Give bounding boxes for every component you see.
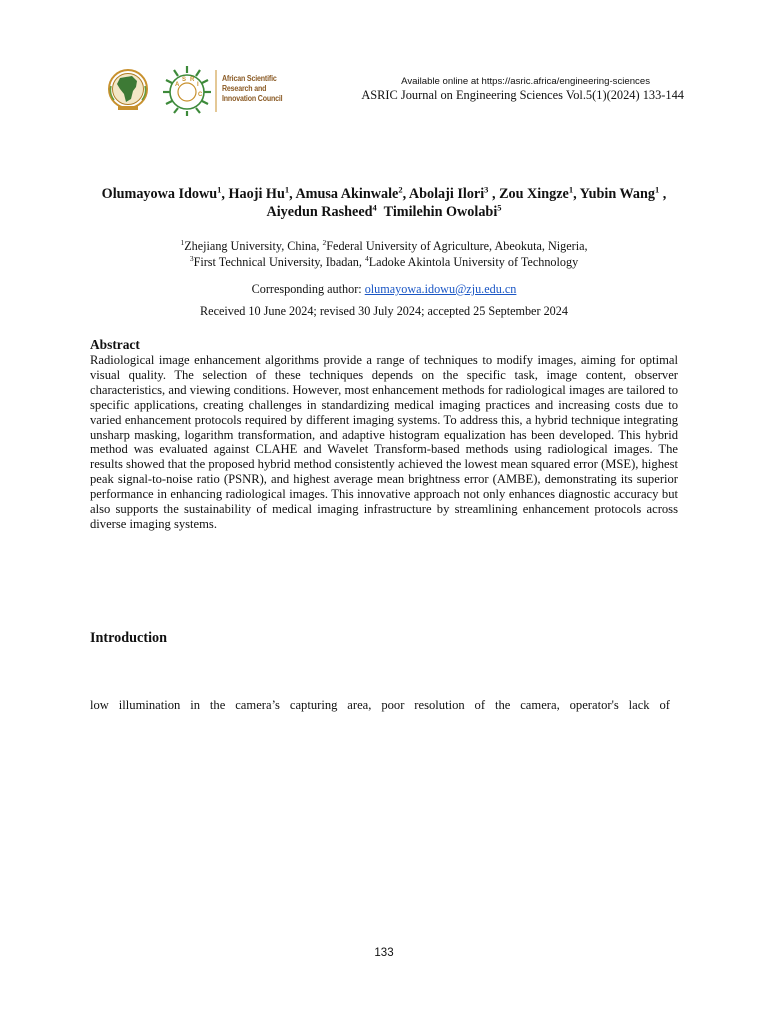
logo-line-1: African Scientific [222,73,277,83]
available-online-note: Available online at https://asric.africa/engineering-sciences [401,76,650,87]
logo-line-3: Innovation Council [222,93,283,103]
seal-letter-a: A [175,82,180,88]
page-number: 133 [374,947,394,959]
au-emblem-and-asric-seal [104,64,222,116]
author: Timilehin Owolabi$^5$ [383,202,502,220]
author: Aiyedun Rasheed$^4$ [266,202,377,220]
journal-header [361,76,684,103]
submission-dates: Received 10 June 2024; revised 30 July 2024; accepted 25 September 2024 [200,304,568,318]
author: Haoji Hu$^1$, [228,184,296,202]
abstract-heading: Abstract [90,337,140,352]
author: Amusa Akinwale$^2$, [295,184,409,202]
seal-letter-s: S [182,77,187,83]
corresponding-author-label: Corresponding author: [251,282,365,296]
seal-letter-c: C [198,92,203,98]
abstract-text: Radiological image enhancement algorithms provide a range of techniques to modify images, aiming for optimal visual quality. The selection of these techniques depends on the specific task, image content, observer characteristics, and viewing conditions. However, most enhancement methods for radiological images are tailored to specific applications, creating challenges in standardizing medical imaging practices and increasing costs due to varied enhancement protocols required by different imaging systems. To address this, a hybrid technique integrating unsharp masking, logarithm transformation, and adaptive histogram equalization has been developed. This hybrid method was evaluated against CLAHE and Wavelet Transform-based methods using radiological images. The results showed that the proposed hybrid method consistently achieved the lowest mean squared error (MSE), highest peak signal-to-noise ratio (PSNR), and highest average mean brightness error (AMBE), demonstrating its superior performance in enhancing radiological images. This innovative approach not only enhances diagnostic accuracy but also supports the sustainability of medical imaging infrastructure by streamlining enhancement protocols across diverse imaging systems. [90,353,678,531]
author: Yubin Wang$^1$ , [579,184,667,202]
author: Zou Xingze$^1$, [499,184,580,202]
logo-wordmark [222,73,283,103]
introduction-text-line: low illumination in the camera’s capturing area, poor resolution of the camera, operator's lack of [90,698,670,712]
affiliation-line-1: $^1$Zhejiang University, China, $^2$Federal University of Agriculture, Abeokuta, Nigeria, [180,237,588,253]
seal-letter-r: R [190,77,195,83]
corresponding-author [90,282,678,297]
author: Abolaji Ilori$^3$ , [408,184,500,202]
introduction-heading: Introduction [90,630,167,646]
affiliations [90,238,678,270]
author: Olumayowa Idowu$^1$, [101,184,229,202]
asric-seal-icon [163,66,216,116]
affiliation-line-2: $^3$First Technical University, Ibadan, $^4$Ladoke Akintola University of Technology [189,253,579,269]
author-list [90,185,678,221]
journal-citation: ASRIC Journal on Engineering Sciences Vol.5(1)(2024) 133-144 [361,88,684,102]
logo-line-2: Research and [222,83,267,93]
african-union-emblem-icon [109,70,147,110]
asric-logo [104,64,290,116]
seal-letter-i: I [197,82,199,88]
corresponding-email-link[interactable]: olumayowa.idowu@zju.edu.cn [364,282,517,296]
